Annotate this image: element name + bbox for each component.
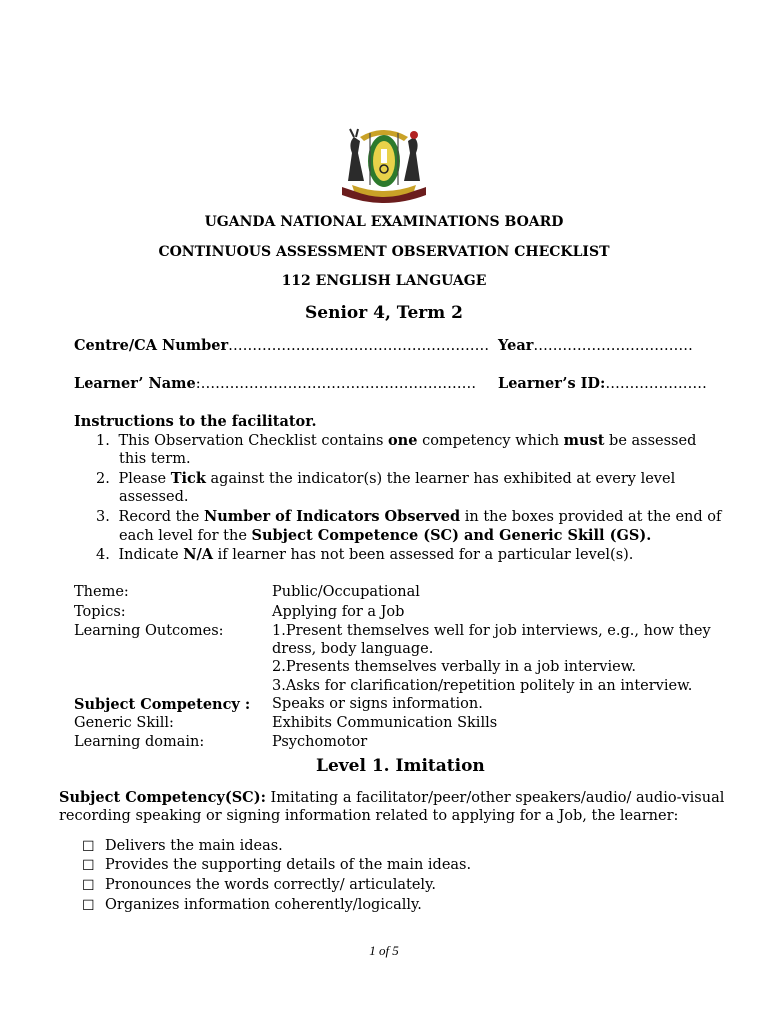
board-name: UGANDA NATIONAL EXAMINATIONS BOARD [204,214,564,230]
checkbox-icon[interactable]: ☐ [82,898,95,914]
indicator-item: Provides the supporting details of the main ideas. [105,857,472,873]
learning-outcome-1-continued: dress, body language. [272,641,434,657]
theme-label: Theme: [74,584,129,600]
instructions-heading: Instructions to the facilitator. [74,413,317,430]
instruction-emphasis: one [388,432,418,449]
document-title: CONTINUOUS ASSESSMENT OBSERVATION CHECKLIST [158,244,610,260]
instruction-1 [96,432,696,449]
instruction-number: 2. [96,471,110,487]
learning-domain-value: Psychomotor [272,734,368,750]
page-number: 1 of 5 [369,943,399,958]
instruction-2-continued: assessed. [119,489,189,505]
sc-text: Imitating a facilitator/peer/other speakers/audio/ audio-visual [265,790,725,806]
learner-name-dots: :………………………………………………… [195,376,477,392]
instruction-emphasis: Number of Indicators Observed [203,508,461,525]
year-dots: …………………………… [533,338,693,354]
learning-outcome-3: 3.Asks for clarification/repetition politely in an interview. [272,678,693,694]
learner-id-field [498,375,707,392]
instruction-text: if learner has not been assessed for a particular level(s). [213,547,634,563]
learning-outcome-2: 2.Presents themselves verbally in a job interview. [272,659,637,675]
subject-competency-label: Subject Competency : [74,696,251,713]
instruction-text: be assessed [604,433,697,449]
instruction-1-continued: this term. [119,451,191,467]
learning-outcomes-label: Learning Outcomes: [74,623,224,639]
instruction-text: against the indicator(s) the learner has exhibited at every level [205,471,676,487]
instruction-emphasis: must [563,432,605,449]
level-1-sc-line-1 [59,789,724,806]
instruction-emphasis: Tick [170,470,206,487]
topics-label: Topics: [74,604,126,620]
instruction-number: 4. [96,547,110,563]
instruction-3-continued [119,527,651,544]
instruction-text: Indicate [118,547,184,563]
subject-competency-value: Speaks or signs information. [272,696,483,712]
generic-skill-label: Generic Skill: [74,715,174,731]
instruction-text: This Observation Checklist contains [118,433,389,449]
instruction-text: Please [118,471,171,487]
level-1-sc-line-2: recording speaking or signing information related to applying for a Job, the learner: [59,808,679,824]
instruction-text: each level for the [119,528,252,544]
theme-value: Public/Occupational [272,584,420,600]
instruction-text: Record the [118,509,204,525]
indicator-item: Delivers the main ideas. [105,838,283,854]
instruction-number: 1. [96,433,110,449]
year-label: Year [498,337,534,354]
instruction-text: in the boxes provided at the end of [460,509,722,525]
indicator-item: Pronounces the words correctly/ articulately. [105,877,436,893]
checkbox-icon[interactable]: ☐ [82,839,95,855]
centre-number-label: Centre/CA Number [74,337,229,354]
indicator-item: Organizes information coherently/logically. [105,897,422,913]
learner-name-field [74,375,476,392]
centre-number-dots: ……………………………………………… [228,338,490,354]
coat-of-arms-logo [334,123,434,203]
topics-value: Applying for a Job [272,604,405,620]
instruction-emphasis: Subject Competence (SC) and Generic Skill (GS). [251,527,652,544]
instruction-4 [96,546,633,563]
instruction-3 [96,508,721,525]
level-1-title: Level 1. Imitation [316,756,485,776]
sc-label: Subject Competency(SC): [59,789,266,806]
learner-id-dots: ………………… [605,376,707,392]
learning-outcome-1: 1.Present themselves well for job interviews, e.g., how they [272,623,711,639]
class-term: Senior 4, Term 2 [305,303,463,323]
generic-skill-value: Exhibits Communication Skills [272,715,498,731]
instruction-text: competency which [417,433,564,449]
instruction-2 [96,470,675,487]
instruction-emphasis: N/A [183,546,214,563]
learning-domain-label: Learning domain: [74,734,205,750]
year-field [498,337,693,354]
instruction-number: 3. [96,509,110,525]
checkbox-icon[interactable]: ☐ [82,858,95,874]
subject-title: 112 ENGLISH LANGUAGE [281,273,487,289]
centre-number-field [74,337,489,354]
checkbox-icon[interactable]: ☐ [82,878,95,894]
learner-name-label: Learner’ Name [74,375,196,392]
learner-id-label: Learner’s ID: [498,375,606,392]
